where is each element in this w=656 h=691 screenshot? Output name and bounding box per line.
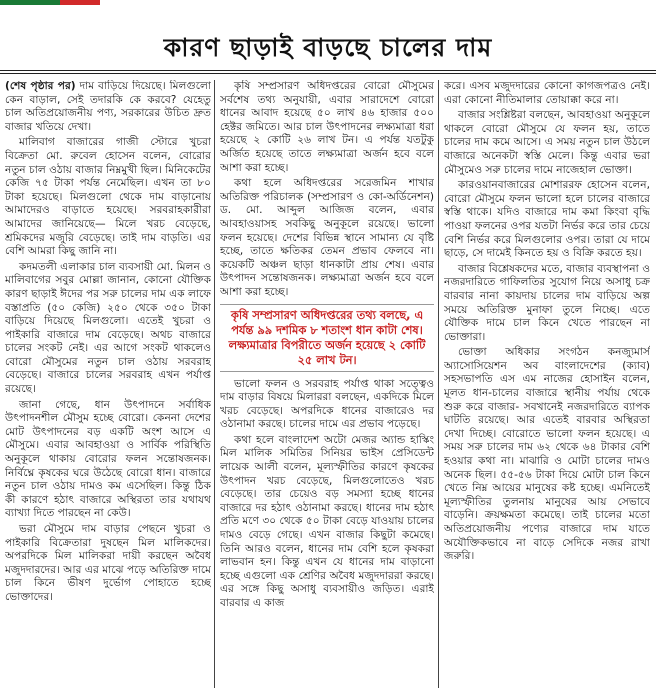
paragraph: ভালো ফলন ও সরবরাহ পর্যাপ্ত থাকা সত্ত্বেও দাম বাড়ার বিষয়ে মিলাররা বলছেন, একদিকে মিলে খরচ বেড়েছে। অপরদিকে ধানের বাজারেও দর ওঠানামা করছে। চালের দামে এর প্রভাব পড়েছে। <box>220 377 434 431</box>
paragraph: কথা হলে বাংলাদেশ অটো মেজর অ্যান্ড হাস্কিং মিল মালিক সমিতির সিনিয়র ভাইস প্রেসিডেন্ট লায়েক আলী বলেন, মূল্যস্ফীতির কারণে কৃষকের উৎপাদন খরচ বেড়েছে, মিলগুলোতেও খরচ বেড়েছে। তার চেয়েও বড় সমস্যা হচ্ছে ধানের বাজারে দর হঠাৎ ওঠানামা করছে। ধানের দাম হঠাৎ প্রতি মণে ৩০ থেকে ৫০ টাকা বেড়ে যাওয়ায় চালের দামও বেড়ে গেছে। এখন বাজার কিছুটা কমেছে। তিনি আরও বলেন, ধানের দাম বেশি হলে কৃষকরা লাভবান হন। কিন্তু এখন যে ধানের দাম বাড়ানো হচ্ছে এগুলো এক শ্রেণির অবৈধ মজুদদাররা করছে। এর সঙ্গে কিছু অসাধু ব্যবসায়ীও জড়িত। এরাই বারবার এ কাজ <box>220 433 434 609</box>
article-headline: কারণ ছাড়াই বাড়ছে চালের দাম <box>163 33 493 62</box>
paragraph: কারওয়ানবাজারের মোশাররফ হোসেন বলেন, বোরো মৌসুমে ফলন ভালো হলে চালের বাজারে স্বস্তি থাকে। যদিও বাজারে দাম কমা কিংবা বৃদ্ধি পাওয়া ফলনের ওপর যতটা নির্ভর করে তার চেয়ে বেশি নির্ভর করে মিলগুলোর ওপর। তারা যে দামে ছাড়ে, সে দামেই কিনতে হয় ও বিক্রি করতে হয়। <box>444 179 650 260</box>
column-divider <box>214 80 215 688</box>
paragraph: কদমতলী এলাকার চাল ব্যবসায়ী মো. মিলন ও মালিবাগের সবুর মোল্লা জানান, কোনো যৌক্তিক কারণ ছাড়াই ঈদের পর সরু চালের দাম এক লাফে বস্তাপ্রতি (৫০ কেজি) ২৫০ থেকে ৩৫০ টাকা বাড়িয়ে দিয়েছে মিলগুলো। এতেই খুচরা ও পাইকারি বাজারে দাম বেড়েছে। অথচ বাজারে চালের সংকট নেই। এর আগে সংকট থাকলেও বোরো মৌসুমের নতুন চাল ওঠায় সরবরাহ বেড়েছে। বাজারে চালের সরবরাহ এখন পর্যাপ্ত রয়েছে। <box>5 260 211 396</box>
paragraph: বাজার সংশ্লিষ্টরা বলছেন, আবহাওয়া অনুকূলে থাকলে বোরো মৌসুমে যে ফলন হয়, তাতে চালের দাম কমে আসে। এ সময় নতুন চাল উঠলে বাজারে অনেকটা স্বস্তি মেলে। কিন্তু এবার ভরা মৌসুমেও সরু চালের দামে নাজেহাল ভোক্তা। <box>444 109 650 176</box>
article-column-1 <box>5 80 211 688</box>
lead-paragraph <box>5 80 211 134</box>
article-column-3 <box>444 80 650 688</box>
strip-green-segment <box>0 0 60 5</box>
headline-rule <box>0 70 656 71</box>
paragraph: ভোক্তা অধিকার সংগঠন কনজ্যুমার্স অ্যাসোসিয়েশন অব বাংলাদেশের (ক্যাব) সহসভাপতি এস এম নাজের হোসাইন বলেন, মূলত ধান-চালের বাজারে স্থানীয় পর্যায় থেকে শুরু করে বাজার- সবখানেই নজরদারিতে ব্যাপক ঘাটতি রয়েছে। আর এতেই বারবার অস্থিরতা দেখা দিচ্ছে। বোরোতে ভালো ফলন হয়েছে। এ সময় সরু চালের দাম ৬২ থেকে ৬৪ টাকার বেশি হওয়ার কথা না। মাঝারি ও মোটা চালের দামও অনেক ছিল। ৫৫-৫৬ টাকা দিয়ে মোটা চাল কিনে খেতে নিম্ন আয়ের মানুষের কষ্ট হচ্ছে। এমনিতেই মূল্যস্ফীতির তুলনায় মানুষের আয় সেভাবে বাড়েনি। ক্রয়ক্ষমতা কমেছে। তাই চালের মতো অতিপ্রয়োজনীয় পণ্যের বাজারে দাম যাতে অযৌক্তিকভাবে না বাড়ে সেদিকে নজর রাখা জরুরি। <box>444 346 650 563</box>
column-divider <box>438 80 439 688</box>
paragraph: জানা গেছে, ধান উৎপাদনে সর্বাধিক উৎপাদনশীল মৌসুম হচ্ছে বোরো। কেননা দেশের মোট উৎপাদনের বড় একটি অংশ আসে এ মৌসুমে। এবার আবহাওয়া ও সার্বিক পরিস্থিতি অনুকূলে থাকায় বোরোর ফলন সন্তোষজনক। নির্বিঘ্নে কৃষকের ঘরে উঠেছে বোরো ধান। বাজারে নতুন চাল ওঠায় দামও কম এসেছিল। কিন্তু ঠিক কী কারণে হঠাৎ বাজারে অস্থিরতা তার যথাযথ ব্যাখ্যা দিতে পারছেন না কেউ। <box>5 398 211 520</box>
paragraph: কথা হলে অধিদপ্তরের সরেজমিন শাখার অতিরিক্ত পরিচালক (সম্প্রসারণ ও কো-অর্ডিনেশন) ড. মো. আব্দুল আজিজ বলেন, এবার আবহাওয়াসহ সবকিছু অনুকূলে রয়েছে। ভালো ফলন হয়েছে। দেশের বিভিন্ন স্থানে সামান্য যে বৃষ্টি হচ্ছে, তাতে ক্ষতিকর তেমন প্রভাব ফেলবে না। কয়েকটি অঞ্চল ছাড়া ধানকাটা প্রায় শেষ। এবার উৎপাদন সন্তোষজনক। লক্ষ্যমাত্রা অর্জন হবে বলে আশা করা হচ্ছে। <box>220 177 434 298</box>
paragraph: মালিবাগ বাজারের গাজী স্টোরে খুচরা বিক্রেতা মো. রুবেল হোসেন বলেন, বোরোর নতুন চাল ওঠায় বাজার নিম্নমুখী ছিল। মিনিকেটের কেজি ৭৫ টাকা পর্যন্ত নেমেছিল। এখন তা ৮০ টাকা হয়েছে। মিলগুলো থেকে দাম বাড়ানোয় আমাদেরও বাড়াতে হয়েছে। সরবরাহকারীরা আমাদের জানিয়েছে— মিলে খরচ বেড়েছে, শ্রমিকদের মজুরি বেড়েছে। তাই দাম বাড়তি। এর বেশি আমরা কিছু জানি না। <box>5 136 211 258</box>
top-color-strip <box>0 0 656 30</box>
paragraph: বাজার বিশ্লেষকদের মতে, বাজার ব্যবস্থাপনা ও নজরদারিতে গাফিলতির সুযোগ নিয়ে অসাধু চক্র বারবার নানা কায়দায় চালের দাম বাড়িয়ে অল্প সময়ে অতিরিক্ত মুনাফা তুলে নিচ্ছে। এতে যৌক্তিক দামে চাল কিনে খেতে পারছেন না ভোক্তারা। <box>444 262 650 343</box>
continued-tag: (শেষ পৃষ্ঠার পর) <box>5 80 76 92</box>
paragraph: কৃষি সম্প্রসারণ অধিদপ্তরের বোরো মৌসুমের সর্বশেষ তথ্য অনুযায়ী, এবার সারাদেশে বোরো ধানের আবাদ হয়েছে ৫০ লাখ ৪৬ হাজার ৫০০ হেক্টর জমিতে। আর চাল উৎপাদনের লক্ষ্যমাত্রা ধরা হয়েছে ২ কোটি ২৬ লাখ টন। এ পর্যন্ত যতটুকু অর্জিত হয়েছে তাতে লক্ষ্যমাত্রা অর্জন হবে বলে আশা করা হচ্ছে। <box>220 80 434 174</box>
pull-quote: কৃষি সম্প্রসারণ অধিদপ্তরের তথ্য বলছে, এ পর্যন্ত ৯৯ দশমিক ৮ শতাংশ ধান কাটা শেষ। লক্ষ্যমাত্রার বিপরীতে অর্জন হয়েছে ২ কোটি ২৫ লাখ টন। <box>220 304 434 372</box>
paragraph: ভরা মৌসুমে দাম বাড়ার পেছনে খুচরা ও পাইকারি বিক্রেতারা দুষছেন মিল মালিকদের। অপরদিকে মিল মালিকরা দায়ী করছেন অবৈধ মজুদদারদের। আর এর মাঝে পড়ে অতিরিক্ত দামে চাল কিনে ভীষণ দুর্ভোগ পোহাতে হচ্ছে ভোক্তাদের। <box>5 523 211 603</box>
article-column-2 <box>220 80 434 688</box>
strip-red-segment <box>60 0 100 5</box>
paragraph-text: দাম বাড়িয়ে দিয়েছে। মিলগুলো কেন বাড়াল, সেই তদারকি কে করবে? যেহেতু চাল অতিপ্রয়োজনীয় পণ্য, সরকারের উচিত দ্রুত বাজার খতিয়ে দেখা। <box>5 80 211 133</box>
paragraph: করে। এসব মজুদদারের কোনো কাগজপত্রও নেই। এরা কোনো নীতিমালার তোয়াক্কা করে না। <box>444 80 650 106</box>
headline-rule-thin <box>0 73 656 74</box>
